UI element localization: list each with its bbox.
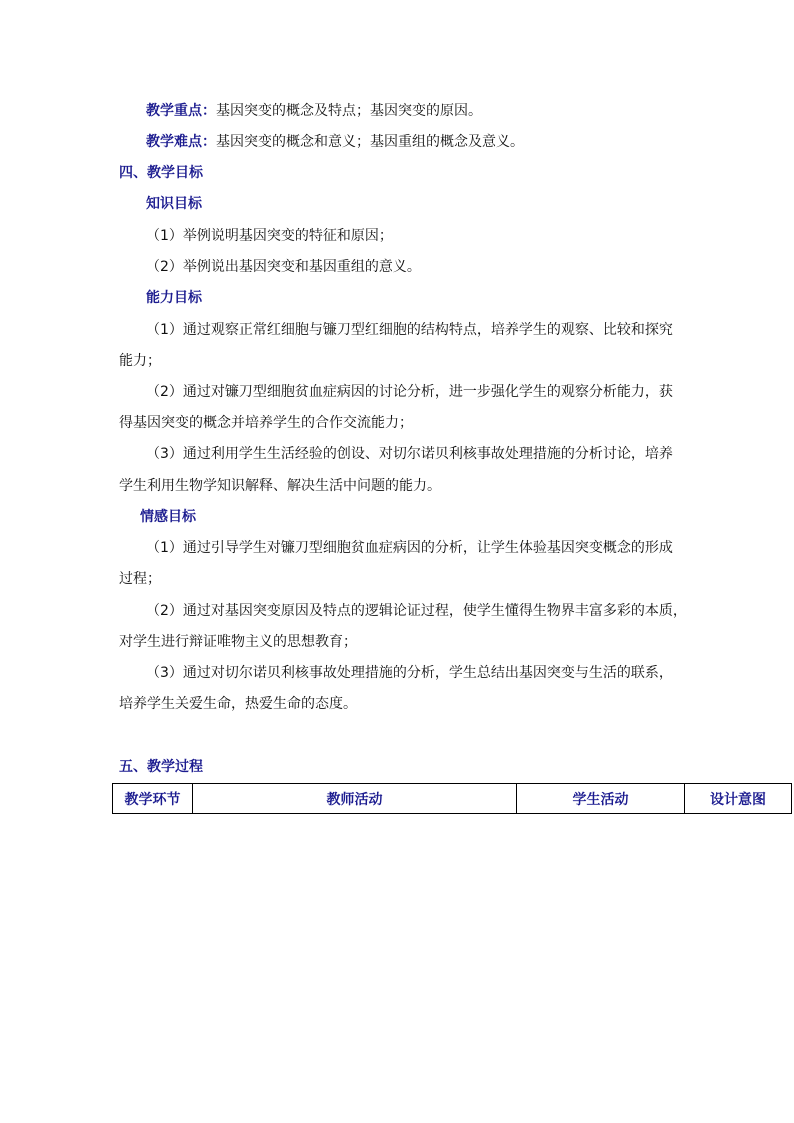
emotion-goal-1-line1: （1）通过引导学生对镰刀型细胞贫血症病因的分析，让学生体验基因突变概念的形成 <box>146 540 673 556</box>
emotion-goals-title: 情感目标 <box>140 509 196 525</box>
header-teacher-activity: 教师活动 <box>193 784 517 814</box>
ability-goal-2-line2: 得基因突变的概念并培养学生的合作交流能力； <box>119 415 413 431</box>
difficult-points-label: 教学难点： <box>146 134 216 150</box>
emotion-goal-2-line1: （2）通过对基因突变原因及特点的逻辑论证过程，使学生懂得生物界丰富多彩的本质， <box>146 603 687 619</box>
difficult-points-line <box>146 132 794 152</box>
knowledge-goals-title: 知识目标 <box>146 196 202 212</box>
emotion-goal-3-line1: （3）通过对切尔诺贝利核事故处理措施的分析，学生总结出基因突变与生活的联系， <box>146 665 673 681</box>
section4-title: 四、教学目标 <box>119 165 203 181</box>
knowledge-goal-2: （2）举例说出基因突变和基因重组的意义。 <box>146 259 421 275</box>
ability-goal-3-line1: （3）通过利用学生生活经验的创设、对切尔诺贝利核事故处理措施的分析讨论，培养 <box>146 446 673 462</box>
header-design-intent: 设计意图 <box>685 784 792 814</box>
header-teaching-stage: 教学环节 <box>113 784 193 814</box>
key-points-label: 教学重点： <box>146 103 216 119</box>
emotion-goal-1-line2: 过程； <box>119 571 161 587</box>
ability-goal-1-line1: （1）通过观察正常红细胞与镰刀型红细胞的结构特点，培养学生的观察、比较和探究 <box>146 322 673 338</box>
difficult-points-text: 基因突变的概念和意义；基因重组的概念及意义。 <box>216 134 524 150</box>
teaching-process-table <box>112 783 792 814</box>
emotion-goal-3-line2: 培养学生关爱生命，热爱生命的态度。 <box>119 696 357 712</box>
ability-goals-title: 能力目标 <box>146 290 202 306</box>
key-points-text: 基因突变的概念及特点；基因突变的原因。 <box>216 103 482 119</box>
ability-goal-3-line2: 学生利用生物学知识解释、解决生活中问题的能力。 <box>119 478 441 494</box>
ability-goal-1-line2: 能力； <box>119 353 161 369</box>
table-header-row <box>113 784 792 814</box>
section5-title: 五、教学过程 <box>119 759 203 775</box>
ability-goal-2-line1: （2）通过对镰刀型细胞贫血症病因的讨论分析，进一步强化学生的观察分析能力，获 <box>146 384 673 400</box>
header-student-activity: 学生活动 <box>517 784 685 814</box>
key-points-line <box>146 101 794 121</box>
emotion-goal-2-line2: 对学生进行辩证唯物主义的思想教育； <box>119 634 357 650</box>
knowledge-goal-1: （1）举例说明基因突变的特征和原因； <box>146 228 393 244</box>
